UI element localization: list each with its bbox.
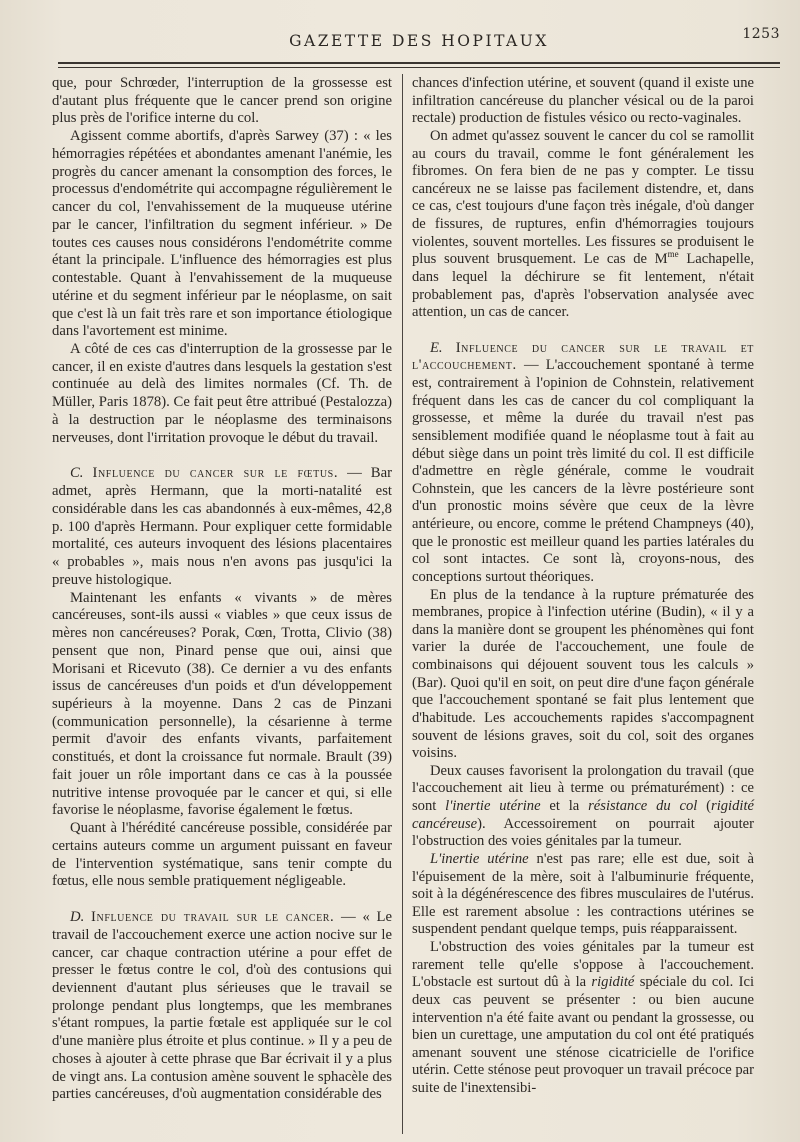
header-rule-thin [58, 67, 780, 68]
section-d [52, 909, 392, 1104]
superscript: me [667, 249, 679, 260]
section-heading: Influence du cancer sur le fœtus. [92, 465, 339, 482]
section-body: — « Le travail de l'accouchement exerce une action nocive sur le cancer, car chaque contraction utérine a pour effet de presser le fœtus contre le col, d'où des contusions qui deviennent d'autant plus sérieuses que le travail se prolonge pendant plus longtemps, que les membranes s'étant rompues, la partie fœtale est appliquée sur le col d'une manière plus étroite et plus continue. » Il y a peu de choses à ajouter à cette phrase que Bar écrivait il y a plus de vingt ans. La contusion amène souvent le sphacèle des parties cancéreuses, d'où augmentation considérable des [52, 909, 393, 1103]
paragraph: Agissent comme abortifs, d'après Sarwey (37) : « les hémorragies répétées et abondantes amenant l'anémie, les progrès du cancer amenant la consomption des forces, le processus d'endométrite qui accompagne régulièrement le cancer du col, l'envahissement de la muqueuse utérine par le cancer, l'infiltration du segment inférieur. » De toutes ces causes nous considérons l'endométrite comme étant la principale. L'influence des hémorragies est plus contestable. Quant à l'envahissement de la muqueuse utérine et du segment inférieur par le néoplasme, on sait que c'est là un fait très rare et son importance étiologique dans l'avortement est minime. [52, 128, 392, 340]
paragraph [412, 763, 754, 851]
paragraph: chances d'infection utérine, et souvent (quand il existe une infiltration cancéreuse du plancher vésical ou de la paroi rectale) production de fistules vésico ou recto-vaginales. [412, 75, 754, 127]
column-divider [402, 74, 403, 1134]
section-letter: D. [70, 909, 85, 926]
section-e [412, 340, 754, 587]
text-run: L'obstruction des voies génitales par la tumeur est rarement telle qu'elle s'oppose à l'accouchement. L'obstacle est surtout dû à la [412, 939, 754, 991]
paragraph: Maintenant les enfants « vivants » de mères cancéreuses, sont-ils aussi « viables » que ceux issus de mères non cancéreuses? Porak, Cœn, Trotta, Clivio (38) pensent que non, Pinard pense que oui, ainsi que Morisani et Ricevuto (38). Ce dernier a vu des enfants issus de cancéreuses d'un poids et d'un développement supérieurs à la moyenne. Dans 2 cas de Pinzani (communication personnelle), la césarienne à terme permit d'avoir des enfants vivants, parfaitement constitués, et dont la croissance fut normale. Brault (39) fait jouer un rôle important dans ce cas à la poussée nutritive intense provoquée par le cancer et qui, si elle favorise le néoplasme, favorise également le fœtus. [52, 589, 392, 819]
text-run: spéciale du col. Ici deux cas peuvent se présenter : ou bien aucune intervention n'a été faite avant ou pendant la grossesse, ou bien un curettage, une amputation du col ont été pratiqués amenant souvent une sténose cicatricielle de l'orifice utérin. Cette sténose peut provoquer un travail précoce par suite de l'inextensibi- [412, 974, 754, 1096]
header-rule-thick [58, 62, 780, 64]
section-heading: Influence du cancer sur le travail et l'accouchement. [412, 339, 754, 374]
paragraph: En plus de la tendance à la rupture prématurée des membranes, propice à l'infection utérine (Budin), « il y a dans la manière dont se groupent les phénomènes qui font varier la durée de l'accouchement, une foule de combinaisons qui déjouent souvent tous les calculs » (Bar). Quoi qu'il en soit, on peut dire d'une façon générale que l'accouchement spontané se fait plus lentement que d'habitude. Les accouchements rapides s'accompagnent souvent de lésions graves, soit du col, soit des organes voisins. [412, 586, 754, 762]
text-run: On admet qu'assez souvent le cancer du col se ramollit au cours du travail, comme le font généralement les fibromes. On fera bien de ne pas y compter. Le tissu cancéreux ne se laisse pas facilement distendre, et, dans ce cas, c'est toujours d'une façon très inégale, d'où danger de fissures, de ruptures, enfin d'hémorragies toujours violentes, souvent mortelles. Les fissures se produisent le plus souvent brusquement. Le cas de M [412, 127, 754, 268]
italic-term: L'inertie utérine [430, 850, 529, 867]
text-run: Lachapelle, dans lequel la déchirure se fit lentement, n'était probablement pas, d'après l'observation analysée avec attention, un cas de cancer. [412, 251, 754, 321]
text-run: Deux causes favorisent la prolongation du travail (que l'accouchement ait lieu à terme ou prématurément) : ce sont [412, 762, 754, 814]
text-run: n'est pas rare; elle est due, soit à l'épuisement de la mère, soit à l'albuminurie fréquente, soit à la dégénérescence des fibres musculaires de l'utérus. Elle est rarement absolue : les contractions utérines se suspendent pendant quelque temps, puis réapparaissent. [412, 850, 754, 938]
text-run: et la [540, 798, 589, 814]
section-body: — Bar admet, après Hermann, que la morti-natalité est considérable dans les cas abandonnés à eux-mêmes, 42,8 p. 100 d'après Hermann. Pour expliquer cette formidable mortalité, ces auteurs invoquent des lésions placentaires « probables », mais nous n'en avons pas jusqu'ici la preuve histologique. [52, 465, 393, 588]
paragraph [412, 851, 754, 939]
section-c [52, 465, 392, 589]
section-letter: C. [70, 465, 84, 482]
paragraph: que, pour Schrœder, l'interruption de la grossesse est d'autant plus fréquente que le cancer prend son origine plus près de l'orifice interne du col. [52, 75, 392, 127]
text-run: ). Accessoirement on pourrait ajouter l'obstruction des voies génitales par la tumeur. [412, 815, 754, 850]
section-body: — L'accouchement spontané à terme est, contrairement à l'opinion de Cohnstein, relativement fréquent dans les cas de cancer du col compliquant la grossesse, et même la durée du travail n'est pas sensiblement modifiée quand le néoplasme tout à fait au début siège dans un point très limité du col. Il est difficile d'admettre en règle générale, comme le voudrait Cohnstein, que les cancers de la lèvre postérieure sont d'un pronostic moins sévère que ceux de la lèvre antérieure, ou encore, comme le prétend Champneys (40), que le pronostic est meilleur quand les parties latérales du col sont intactes. Ce sont là, croyons-nous, des conceptions surtout théoriques. [412, 357, 754, 585]
italic-term: résistance du col [588, 798, 698, 814]
section-letter: E. [430, 339, 443, 356]
right-column [412, 75, 754, 1098]
text-run: ( [697, 798, 712, 814]
section-heading: Influence du travail sur le cancer. [91, 909, 335, 926]
paragraph: Quant à l'hérédité cancéreuse possible, considérée par certains auteurs comme un argument puissant en faveur de l'intervention systématique, sans tenir compte du fœtus, elle nous semble pratiquement négligeable. [52, 820, 392, 890]
italic-term: l'inertie utérine [445, 798, 541, 814]
page-number: 1253 [742, 26, 780, 42]
paragraph [412, 939, 754, 1098]
paragraph: A côté de ces cas d'interruption de la grossesse par le cancer, il en existe d'autres dans lesquels la gestation s'est continuée au delà des limites normales (Cf. Th. de Müller, Paris 1878). Ce fait peut être attribué (Pestalozza) à la destruction par le néoplasme des terminaisons nerveuses, dont l'irritation provoque le début du travail. [52, 341, 392, 446]
paragraph [412, 128, 754, 322]
journal-title: GAZETTE DES HOPITAUX [289, 32, 549, 50]
left-column [52, 75, 392, 1104]
page-header [58, 24, 780, 54]
italic-term: rigidité cancéreuse [412, 798, 755, 832]
italic-term: rigidité [591, 974, 635, 991]
